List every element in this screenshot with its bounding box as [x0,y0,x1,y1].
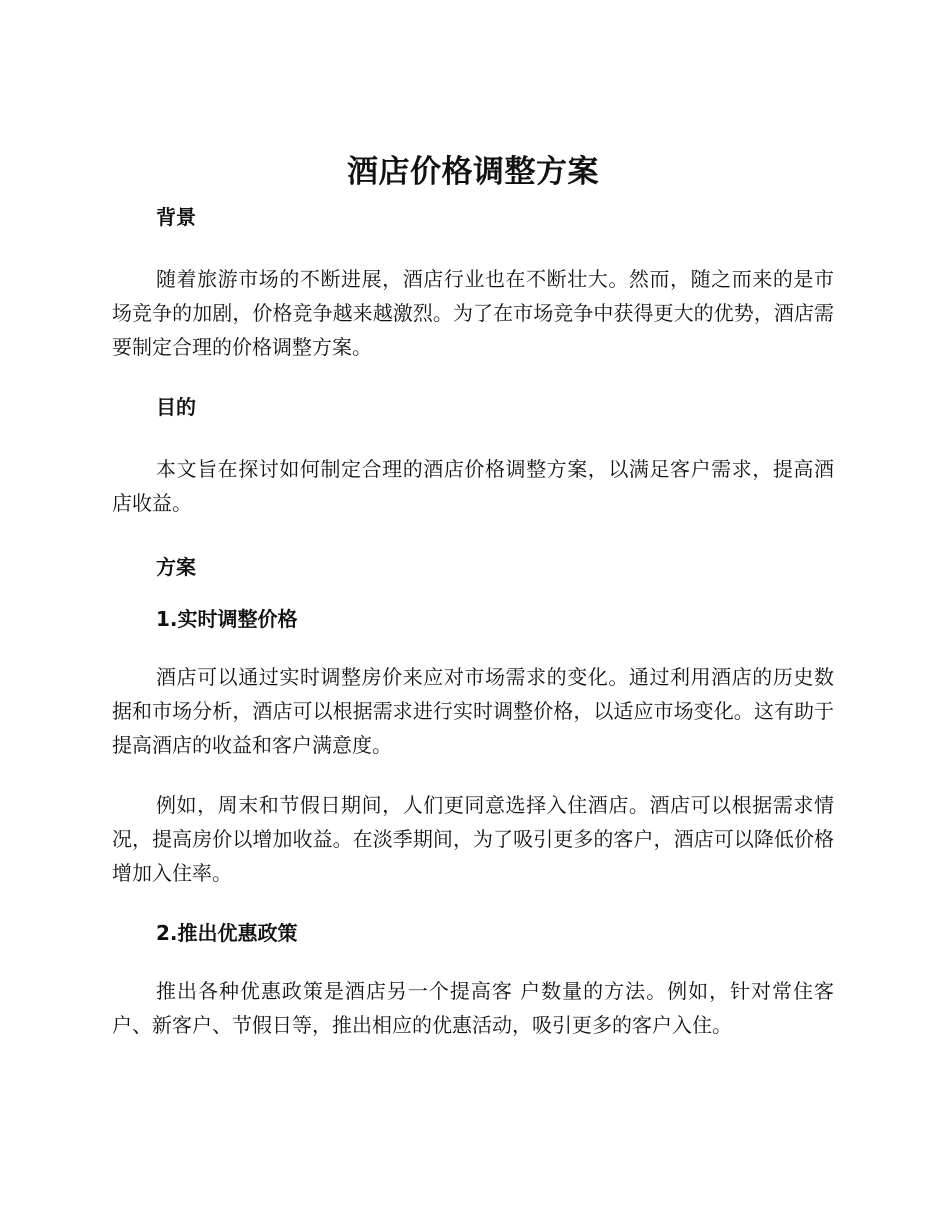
subsection-heading-promotions: 2.推出优惠政策 [156,921,298,945]
document-body [112,150,834,1042]
section-heading-plan: 方案 [156,555,196,579]
paragraph-purpose: 本文旨在探讨如何制定合理的酒店价格调整方案，以满足客户需求，提高酒店收益。 [112,457,834,515]
section-heading-background: 背景 [156,205,196,229]
document-title: 酒店价格调整方案 [347,154,599,190]
paragraph-promotions-1: 推出各种优惠政策是酒店另一个提高客 户数量的方法。例如，针对常住客户、新客户、节假日等，推出相应的优惠活动，吸引更多的客户入住。 [112,979,834,1037]
paragraph-background: 随着旅游市场的不断进展，酒店行业也在不断壮大。然而，随之而来的是市场竞争的加剧，价格竞争越来越激烈。为了在市场竞争中获得更大的优势，酒店需要制定合理的价格调整方案。 [112,267,834,359]
section-heading-purpose: 目的 [156,395,196,419]
paragraph-realtime-pricing-2: 例如，周末和节假日期间，人们更同意选择入住酒店。酒店可以根据需求情况，提高房价以增加收益。在淡季期间，为了吸引更多的客户，酒店可以降低价格增加入住率。 [112,793,834,885]
subsection-heading-realtime-pricing: 1.实时调整价格 [156,607,298,631]
paragraph-realtime-pricing-1: 酒店可以通过实时调整房价来应对市场需求的变化。通过利用酒店的历史数据和市场分析，酒店可以根据需求进行实时调整价格，以适应市场变化。这有助于提高酒店的收益和客户满意度。 [112,665,834,757]
